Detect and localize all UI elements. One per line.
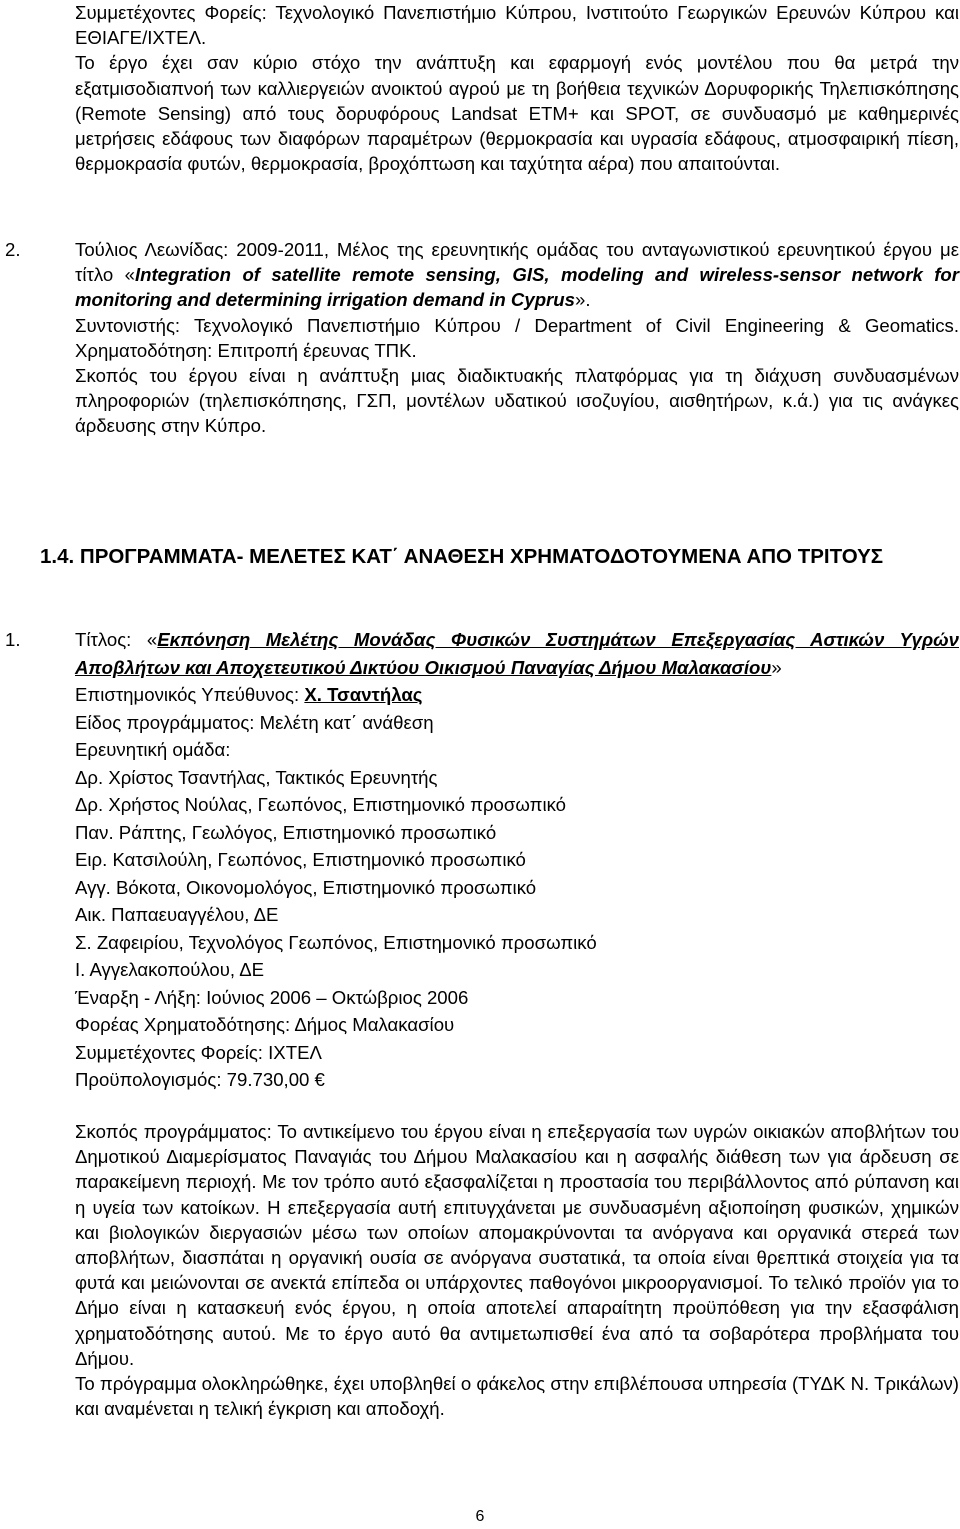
team-member: Ειρ. Κατσιλούλη, Γεωπόνος, Επιστημονικό προσωπικό (75, 849, 526, 870)
team-member: Αγγ. Βόκοτα, Οικονομολόγος, Επιστημονικό προσωπικό (75, 876, 537, 898)
title-close: ». (575, 289, 591, 311)
detail-line: Ερευνητική ομάδα: (75, 739, 231, 760)
budget-line: Προϋπολογισμός: 79.730,00 € (75, 1069, 325, 1090)
project-title: Εκπόνηση Μελέτης Μονάδας Φυσικών Συστημάτων Επεξεργασίας Αστικών Υγρών Αποβλήτων και Αποχετευτικού Δικτύου Οικισμού Παναγίας Δήμου Μαλακασίου (75, 629, 960, 678)
detail-line: Φορέας Χρηματοδότησης: Δήμος Μαλακασίου (75, 1014, 455, 1035)
item-number: 2. (5, 239, 21, 260)
item-number: 1. (5, 629, 21, 650)
responsible-label: Επιστημονικός Υπεύθυνος: (75, 684, 305, 705)
coordinator-text: Συντονιστής: Τεχνολογικό Πανεπιστήμιο Κύπρου / Department of Civil Engineering & Geomatics. Χρηματοδότηση: Επιτροπή έρευνας ΤΠΚ. (75, 314, 959, 361)
detail-line: Έναρξη - Λήξη: Ιούνιος 2006 – Οκτώβριος 2006 (75, 986, 469, 1008)
team-member: Ι. Αγγελακοπούλου, ΔΕ (75, 959, 265, 980)
responsible-name: Χ. Τσαντήλας (304, 684, 423, 705)
section-heading: 1.4. ΠΡΟΓΡΑΜΜΑΤΑ- ΜΕΛΕΤΕΣ ΚΑΤ΄ ΑΝΑΘΕΣΗ ΧΡΗΜΑΤΟΔΟΤΟΥΜΕΝΑ ΑΠΟ ΤΡΙΤΟΥΣ (40, 545, 884, 568)
page-number: 6 (475, 1508, 485, 1525)
project-title: Integration of satellite remote sensing, GIS, modeling and wireless-sensor network for monitoring and determining irrigation demand in Cyprus (75, 264, 959, 311)
closing-text: Το πρόγραμμα ολοκληρώθηκε, έχει υποβληθεί ο φάκελος στην επιβλέπουσα υπηρεσία (ΤΥΔΚ Ν. Τρικάλων) και αναμένεται η τελική έγκριση και αποδοχή. (75, 1373, 959, 1420)
team-member: Παν. Ράπτης, Γεωλόγος, Επιστημονικό προσωπικό (75, 821, 497, 843)
team-member: Δρ. Χρήστος Νούλας, Γεωπόνος, Επιστημονικό προσωπικό (75, 794, 566, 815)
participants-paragraph (75, 0, 959, 176)
detail-line: Συμμετέχοντες Φορείς: ΙΧΤΕΛ (75, 1041, 322, 1063)
participants-line: Συμμετέχοντες Φορείς: Τεχνολογικό Πανεπιστήμιο Κύπρου, Ινστιτούτο Γεωργικών Ερευνών Κύπρου και ΕΘΙΑΓΕ/ΙΧΤΕΛ. (75, 2, 959, 49)
purpose-text: Σκοπός προγράμματος: Το αντικείμενο του έργου είναι η επεξεργασία των υγρών οικιακών αποβλήτων του Δημοτικού Διαμερίσματος Παναγιάς του Δήμου Μαλακασίου και η ασφαλής διάθεση των για άρδευση σε παρακείμενη περιοχή. Με τον τρόπο αυτό εξασφαλίζεται η προστασία του περιβάλλοντος από ρύπανση και η υγεία των κατοίκων. Η επεξεργασία αυτή επιτυγχάνεται με συνδυασμένη αξιοποίηση φυσικών, χημικών και βιολογικών διεργασιών μέσω των οποίων απομακρύνονται τα ανόργανα και οργανικά στερεά των αποβλήτων, διασπάται η οργανική ουσία σε ανόργανα συστατικά, τα οποία είναι θρεπτικά στοιχεία για τα φυτά και μειώνονται σε ανεκτά επίπεδα οι υπάρχοντες παθογόνοι μικροοργανισμοί. Το τελικό προϊόν για το Δήμο είναι η κατασκευή ενός έργου, η οποία αποτελεί απαραίτητη προϋπόθεση για την εξασφάλιση χρηματοδότησης αυτού. Με το έργο αυτό θα αντιμετωπισθεί ένα από τα σοβαρότερα προβλήματα του Δήμου. (75, 1121, 959, 1369)
project-purpose (75, 1119, 959, 1421)
detail-line: Είδος προγράμματος: Μελέτη κατ΄ ανάθεση (75, 711, 434, 733)
purpose-text: Σκοπός του έργου είναι η ανάπτυξη μιας διαδικτυακής πλατφόρμας για τη διάχυση συνδυασμένων πληροφοριών (τηλεπισκόπησης, ΓΣΠ, μοντέλων υδατικού ισοζυγίου, αισθητήρων, κ.ά.) για τις ανάγκες άρδευσης στην Κύπρο. (75, 365, 959, 437)
project-details (40, 709, 959, 1094)
title-close: » (771, 656, 782, 678)
project-item-2 (5, 237, 959, 439)
project-item-1 (5, 626, 960, 1094)
title-label: Τίτλος: « (75, 629, 158, 650)
team-member: Αικ. Παπαευαγγέλου, ΔΕ (75, 904, 279, 925)
project-description: Το έργο έχει σαν κύριο στόχο την ανάπτυξη και εφαρμογή ενός μοντέλου που θα μετρά την εξατμισοδιαπνοή των καλλιεργειών ανοικτού αγρού με τη βοήθεια τεχνικών Δορυφορικής Τηλεπισκόπησης (Remote Sensing) από τους δορυφόρους Landsat ETM+ και SPOT, σε συνδυασμό με καθημερινές μετρήσεις εδάφους των διαφόρων παραμέτρων (θερμοκρασία και υγρασία εδάφους, ατμοσφαιρική πίεση, θερμοκρασία φυτών, θερμοκρασία, βροχόπτωση και ταχύτητα αέρα) που απαιτούνται. (75, 52, 959, 175)
team-member: Σ. Ζαφειρίου, Τεχνολόγος Γεωπόνος, Επιστημονικό προσωπικό (75, 931, 597, 953)
item-intro: Τούλιος Λεωνίδας: 2009-2011, Μέλος της ερευνητικής ομάδας του ανταγωνιστικού ερευνητικού έργου με τίτλο « (75, 239, 959, 286)
team-member: Δρ. Χρίστος Τσαντήλας, Τακτικός Ερευνητής (75, 766, 438, 788)
